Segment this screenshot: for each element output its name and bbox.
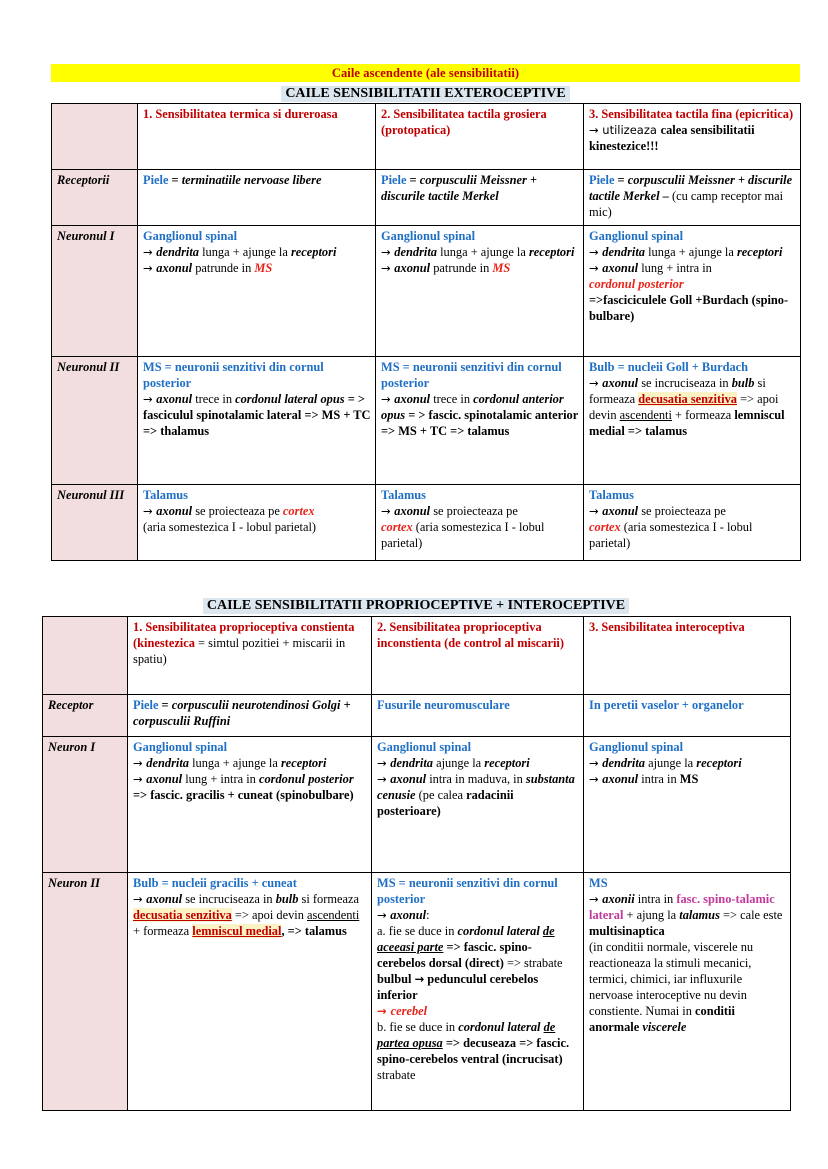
- receptor-lead: Piele: [381, 173, 407, 187]
- table-row: [43, 873, 791, 1111]
- rowhead-neuron-1: Neuron I: [43, 737, 128, 873]
- receptor-lead: Piele: [589, 173, 615, 187]
- term-highlight: decusatia senzitiva: [133, 908, 232, 922]
- receptor-eq: =: [168, 173, 182, 187]
- arrow-icon: →: [381, 504, 395, 518]
- term: receptori: [484, 756, 530, 770]
- term: dendrita: [390, 756, 433, 770]
- cell-neuron1-3: [584, 226, 801, 357]
- cell-head: Ganglionul spinal: [381, 229, 476, 243]
- table2-title-text: CAILE SENSIBILITATII PROPRIOCEPTIVE + INTEROCEPTIVE: [203, 598, 629, 614]
- table-row: [52, 104, 801, 170]
- cell-head: Ganglionul spinal: [589, 740, 684, 754]
- cell2-neuron1-1: [128, 737, 372, 873]
- term: axonul: [602, 772, 639, 786]
- colhead-3: [584, 104, 801, 170]
- arrow-icon: →: [589, 504, 603, 518]
- text-bold: radacinii posterioare): [377, 788, 514, 818]
- receptor-eq: =: [614, 173, 628, 187]
- cell-head: MS = neuronii senzitivi din cornul posterior: [381, 360, 562, 390]
- colhead2-2-text: 2. Sensibilitatea proprioceptiva inconstienta (de control al miscarii): [377, 620, 564, 650]
- text-bold: MS: [679, 772, 699, 786]
- yellow-title-text: Caile ascendente (ale sensibilitatii): [331, 65, 520, 80]
- term-highlight: cortex: [589, 520, 621, 534]
- arrow-icon: →: [377, 908, 391, 922]
- text: intra in: [634, 892, 677, 906]
- rowhead-receptorii: Receptorii: [52, 170, 138, 226]
- text: lunga + ajunge la: [644, 245, 737, 259]
- text-bold: =>fasciciculele Goll +Burdach (spino-bulbare): [589, 293, 789, 323]
- term: dendrita: [156, 245, 199, 259]
- cell-head: Talamus: [589, 488, 634, 502]
- table2-title-banner: [42, 597, 790, 614]
- receptor-lead: Piele: [143, 173, 169, 187]
- term: axonul: [156, 261, 193, 275]
- arrow-icon: →: [143, 245, 157, 259]
- cell-receptorii-1: [138, 170, 376, 226]
- text: a. fie se duce in: [377, 924, 458, 938]
- cell2-neuron2-2: [372, 873, 584, 1111]
- term-highlight: MS: [254, 261, 273, 275]
- text-bold: multisinaptica: [589, 924, 665, 938]
- text: (aria somestezica I - lobul parietal): [381, 520, 545, 550]
- text: intra in: [638, 772, 680, 786]
- term: bulb: [731, 376, 755, 390]
- text: trece in: [430, 392, 474, 406]
- text-bold: lemniscul medial => talamus: [589, 408, 785, 438]
- cell2-receptor-3: [584, 695, 791, 737]
- text: lunga + ajunge la: [436, 245, 529, 259]
- term: axonul: [390, 772, 427, 786]
- cell2-neuron2-3: [584, 873, 791, 1111]
- text: se proiecteaza pe: [638, 504, 726, 518]
- cell2-neuron2-1: [128, 873, 372, 1111]
- arrow-icon: →: [381, 245, 395, 259]
- rowhead-neuron-2: Neuron II: [43, 873, 128, 1111]
- arrow-icon: →: [589, 892, 603, 906]
- table-row: [52, 170, 801, 226]
- term: axonul: [156, 504, 193, 518]
- cell-neuron3-3: [584, 485, 801, 561]
- colhead2-2: [372, 617, 584, 695]
- cell-neuron1-2: [376, 226, 584, 357]
- cell-neuron1-1: [138, 226, 376, 357]
- cell-head: Ganglionul spinal: [377, 740, 472, 754]
- arrow-icon: →: [377, 756, 391, 770]
- colhead2-3-text: 3. Sensibilitatea interoceptiva: [589, 620, 745, 634]
- term: receptori: [696, 756, 742, 770]
- term: cordonul lateral: [458, 1020, 544, 1034]
- table-row: [52, 485, 801, 561]
- term: axonul: [602, 376, 639, 390]
- cell-head: MS = neuronii senzitivi din cornul posterior: [377, 876, 558, 906]
- receptor-dash: –: [659, 189, 672, 203]
- term: bulb: [275, 892, 299, 906]
- cell-neuron3-1: [138, 485, 376, 561]
- colhead2-3: [584, 617, 791, 695]
- receptor-val: corpusculii Meissner + discurile tactile Merkel: [381, 173, 537, 203]
- text: (pe calea: [415, 788, 467, 802]
- term: cordonul posterior: [258, 772, 354, 786]
- cell2-neuron1-2: [372, 737, 584, 873]
- term: receptori: [528, 245, 575, 259]
- receptor-val: terminatiile nervoase libere: [181, 173, 322, 187]
- cell-receptorii-3: [584, 170, 801, 226]
- text: => strabate: [503, 956, 563, 970]
- text: se incruciseaza in: [638, 376, 732, 390]
- text: + ajung la: [623, 908, 680, 922]
- yellow-title-banner: [51, 64, 800, 82]
- text: lung + intra in: [638, 261, 712, 275]
- arrow-icon: →: [133, 756, 147, 770]
- term: substanta cenusie: [377, 772, 575, 802]
- text: (aria somestezica I - lobul parietal): [589, 520, 753, 550]
- term-highlight: cerebel: [390, 1004, 428, 1018]
- text: si formeaza: [589, 376, 766, 406]
- term: axonul: [390, 908, 427, 922]
- term-highlight: lemniscul medial: [192, 924, 282, 938]
- term-highlight: cortex: [282, 504, 315, 518]
- colhead-3-bold: calea sensibilitatii kinestezice!!!: [589, 123, 755, 153]
- cell-head: Talamus: [381, 488, 426, 502]
- term: talamus: [679, 908, 720, 922]
- receptor-eq: =: [158, 698, 172, 712]
- text: :: [426, 908, 430, 922]
- arrow-icon: →: [377, 772, 391, 786]
- term: axonul: [602, 504, 639, 518]
- text: (in conditii normale, viscerele nu reactioneaza la stimuli mecanici, termici, chimici, iar influxurile nervoase interoceptive nu devin constiente. Numai in: [589, 940, 754, 1018]
- rowhead-neuronul-1: Neuronul I: [52, 226, 138, 357]
- text: si formeaza: [298, 892, 359, 906]
- text-bold: bulbul → pedunculul cerebelos inferior: [377, 972, 539, 1002]
- cell-head: MS: [589, 876, 608, 890]
- arrow-icon: →: [143, 504, 157, 518]
- term: axonul: [156, 392, 193, 406]
- text: ajunge la: [432, 756, 485, 770]
- term: viscerele: [642, 1020, 687, 1034]
- arrow-icon: →: [589, 261, 603, 275]
- text-bold: => fascic. gracilis + cuneat (spinobulbare): [133, 788, 354, 802]
- table1-title-banner: [51, 85, 800, 102]
- arrow-icon: →: [143, 392, 157, 406]
- term: cordonul anterior opus: [381, 392, 564, 422]
- colhead2-1-kinestezica: kinestezica: [137, 636, 195, 650]
- term: cordonul lateral opus: [235, 392, 345, 406]
- rowhead-receptor: Receptor: [43, 695, 128, 737]
- table-row: [43, 737, 791, 873]
- arrow-icon: →: [377, 1004, 391, 1018]
- term: axonul: [146, 772, 183, 786]
- arrow-icon: →: [381, 392, 395, 406]
- text: lung + intra in: [182, 772, 259, 786]
- term: axonul: [394, 261, 431, 275]
- receptor-eq: =: [406, 173, 420, 187]
- cell-head: Ganglionul spinal: [133, 740, 228, 754]
- text: ajunge la: [644, 756, 697, 770]
- cell-neuron2-2: [376, 357, 584, 485]
- rowhead-neuronul-3: Neuronul III: [52, 485, 138, 561]
- arrow-icon: →: [381, 261, 395, 275]
- term: de partea opusa: [377, 1020, 556, 1050]
- receptor-lead: Fusurile neuromusculare: [377, 698, 510, 712]
- colhead2-1-black: = simtul pozitiei + miscarii in spatiu): [133, 636, 346, 666]
- text: patrunde in: [430, 261, 493, 275]
- arrow-icon: →: [589, 756, 603, 770]
- term-highlight: decusatia senzitiva: [638, 392, 737, 406]
- table-row: [52, 226, 801, 357]
- term: axonul: [394, 504, 431, 518]
- term: dendrita: [602, 245, 645, 259]
- term-highlight: cortex: [381, 520, 413, 534]
- text: (aria somestezica I - lobul parietal): [143, 520, 317, 534]
- receptor-lead: Piele: [133, 698, 159, 712]
- text: b. fie se duce in: [377, 1020, 459, 1034]
- text-bold: => fascic. spino-cerebelos dorsal (direct): [377, 940, 532, 970]
- table-exteroceptive: [51, 103, 801, 561]
- arrow-icon: →: [143, 261, 157, 275]
- text: se proiecteaza pe: [192, 504, 283, 518]
- arrow-icon: →: [133, 892, 147, 906]
- term: axonul: [394, 392, 431, 406]
- arrow-icon: →: [589, 376, 603, 390]
- rowhead-empty-2: [43, 617, 128, 695]
- table1-title-text: CAILE SENSIBILITATII EXTEROCEPTIVE: [281, 86, 569, 102]
- colhead-2-text: 2. Sensibilitatea tactila grosiera (protopatica): [381, 107, 547, 137]
- cell-neuron3-2: [376, 485, 584, 561]
- text: => apoi devin ascendenti + formeaza: [133, 908, 360, 938]
- colhead-1-text: 1. Sensibilitatea termica si dureroasa: [143, 107, 338, 121]
- colhead-3-arrow: → utilizeaza: [589, 123, 661, 137]
- text: se incruciseaza in: [182, 892, 276, 906]
- cell2-neuron1-3: [584, 737, 791, 873]
- term: axonul: [146, 892, 183, 906]
- text-bold: = > fascic. spinotalamic anterior => MS + TC => talamus: [381, 408, 578, 438]
- table-row: [52, 357, 801, 485]
- term: dendrita: [146, 756, 189, 770]
- text-bold: => decuseaza => fascic. spino-cerebelos ventral (incrucisat): [377, 1036, 570, 1066]
- cell-receptorii-2: [376, 170, 584, 226]
- term-highlight: MS: [492, 261, 511, 275]
- arrow-icon: →: [589, 245, 603, 259]
- cell-head: Talamus: [143, 488, 188, 502]
- cell2-receptor-2: [372, 695, 584, 737]
- cell-head: MS = neuronii senzitivi din cornul posterior: [143, 360, 324, 390]
- table-row: [43, 617, 791, 695]
- colhead-3-text: 3. Sensibilitatea tactila fina (epicritica): [589, 107, 794, 121]
- text: => apoi devin ascendenti + formeaza: [589, 392, 779, 422]
- term-highlight: cordonul posterior: [589, 277, 684, 291]
- receptor-val: corpusculii neurotendinosi Golgi + corpusculii Ruffini: [133, 698, 351, 728]
- receptor-tail: (cu camp receptor mai mic): [589, 189, 784, 219]
- text: strabate: [377, 1068, 416, 1082]
- table-proprioceptive-interoceptive: [42, 616, 791, 1111]
- rowhead-empty: [52, 104, 138, 170]
- cell-head: Ganglionul spinal: [589, 229, 684, 243]
- text: lunga + ajunge la: [198, 245, 291, 259]
- cell-head: Ganglionul spinal: [143, 229, 238, 243]
- text-bold: conditii anormale: [589, 1004, 735, 1034]
- colhead-1: [138, 104, 376, 170]
- receptor-lead: In peretii vaselor + organelor: [589, 698, 744, 712]
- text-bold: , => talamus: [281, 924, 347, 938]
- term: receptori: [290, 245, 337, 259]
- text-bold: = > fasciculul spinotalamic lateral => MS + TC => thalamus: [143, 392, 371, 438]
- text: patrunde in: [192, 261, 255, 275]
- cell2-receptor-1: [128, 695, 372, 737]
- term: dendrita: [394, 245, 437, 259]
- cell-head: Bulb = nucleii gracilis + cuneat: [133, 876, 297, 890]
- arrow-icon: →: [133, 772, 147, 786]
- term: axonul: [602, 261, 639, 275]
- text: lunga + ajunge la: [188, 756, 281, 770]
- table-row: [43, 695, 791, 737]
- text: intra in maduva, in: [426, 772, 526, 786]
- colhead2-1-red: 1. Sensibilitatea proprioceptiva constienta (: [133, 620, 355, 650]
- colhead2-1: [128, 617, 372, 695]
- term: de aceeasi parte: [377, 924, 555, 954]
- term-highlight: fasc. spino-talamic lateral: [589, 892, 775, 922]
- cell-neuron2-3: [584, 357, 801, 485]
- term: dendrita: [602, 756, 645, 770]
- term: receptori: [736, 245, 783, 259]
- text: trece in: [192, 392, 236, 406]
- receptor-val: corpusculii Meissner + discurile tactile Merkel: [589, 173, 793, 203]
- text: se proiecteaza pe: [430, 504, 518, 518]
- term: receptori: [280, 756, 327, 770]
- cell-head: Bulb = nucleii Goll + Burdach: [589, 360, 749, 374]
- arrow-icon: →: [589, 772, 603, 786]
- text: => cale este: [719, 908, 783, 922]
- cell-neuron2-1: [138, 357, 376, 485]
- colhead-2: [376, 104, 584, 170]
- term: cordonul lateral: [457, 924, 543, 938]
- term: axonii: [602, 892, 635, 906]
- rowhead-neuronul-2: Neuronul II: [52, 357, 138, 485]
